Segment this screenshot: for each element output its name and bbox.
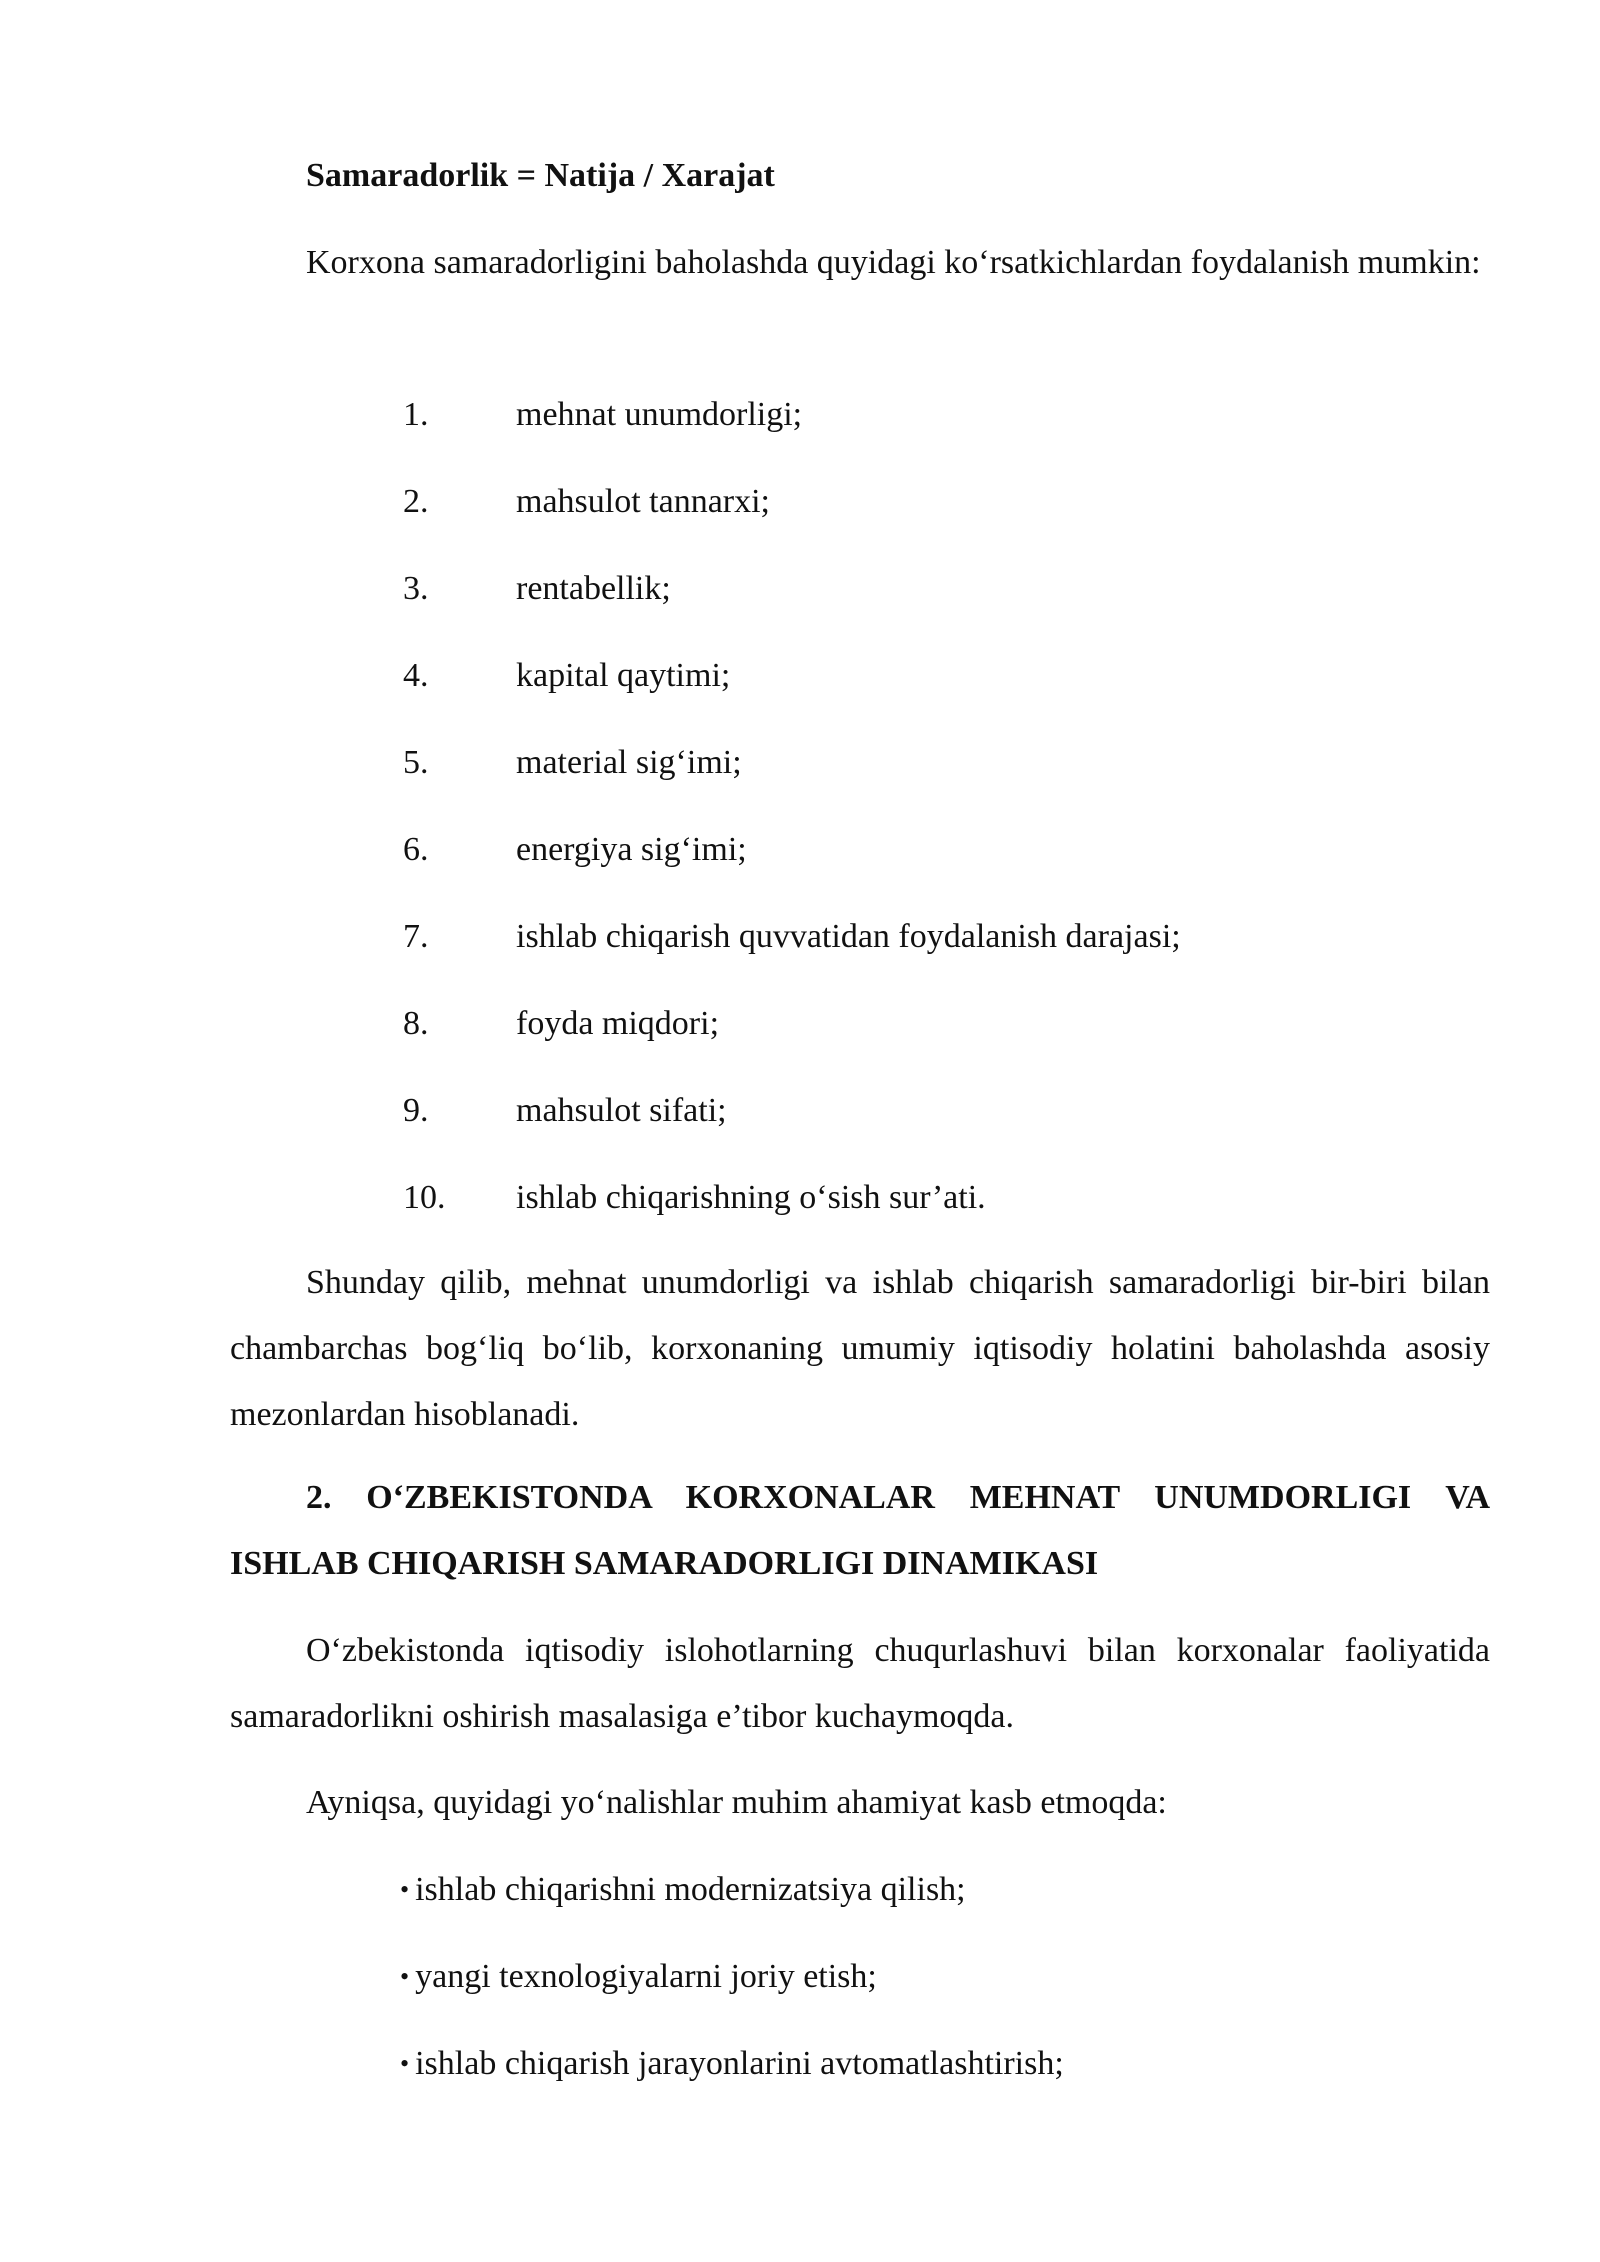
list-item [230, 817, 1490, 904]
list-number: 2. [403, 483, 429, 520]
list-item [400, 1857, 1064, 1944]
list-text: kapital qaytimi; [516, 657, 731, 694]
directions-list [400, 1857, 1064, 2118]
list-item [230, 382, 1490, 469]
bullet-icon: • [400, 1875, 410, 1904]
list-item [230, 643, 1490, 730]
indicators-list [230, 382, 1490, 1252]
list-item [400, 1944, 1064, 2031]
reform-paragraph: O‘zbekistonda iqtisodiy islohotlarning chuqurlashuvi bilan korxonalar faoliyatida samaradorlikni oshirish masalasiga e’tibor kuchaymoqda. [230, 1632, 1490, 1735]
list-text: yangi texnologiyalarni joriy etish; [415, 1958, 877, 1995]
summary-paragraph: Shunday qilib, mehnat unumdorligi va ishlab chiqarish samaradorligi bir-biri bilan chambarchas bog‘liq bo‘lib, korxonaning umumiy iqtisodiy holatini baholashda asosiy mezonlardan hisoblanadi. [230, 1264, 1490, 1433]
list-number: 7. [403, 918, 429, 955]
list-text: mehnat unumdorligi; [516, 396, 803, 433]
list-number: 3. [403, 570, 429, 607]
list-text: mahsulot tannarxi; [516, 483, 771, 520]
efficiency-formula: Samaradorlik = Natija / Xarajat [306, 157, 775, 194]
intro-paragraph: Korxona samaradorligini baholashda quyidagi ko‘rsatkichlardan foydalanish mumkin: [306, 244, 1481, 281]
list-number: 1. [403, 396, 429, 433]
list-number: 5. [403, 744, 429, 781]
list-item [230, 1165, 1490, 1252]
list-text: ishlab chiqarish quvvatidan foydalanish darajasi; [516, 918, 1181, 955]
list-text: ishlab chiqarish jarayonlarini avtomatlashtirish; [415, 2045, 1064, 2082]
list-number: 6. [403, 831, 429, 868]
list-text: material sig‘imi; [516, 744, 742, 781]
directions-intro: Ayniqsa, quyidagi yo‘nalishlar muhim ahamiyat kasb etmoqda: [306, 1784, 1167, 1821]
list-text: mahsulot sifati; [516, 1092, 727, 1129]
list-number: 8. [403, 1005, 429, 1042]
list-item [230, 1078, 1490, 1165]
list-text: foyda miqdori; [516, 1005, 720, 1042]
list-text: energiya sig‘imi; [516, 831, 747, 868]
list-text: ishlab chiqarishni modernizatsiya qilish; [415, 1871, 966, 1908]
list-item [230, 730, 1490, 817]
list-text: ishlab chiqarishning o‘sish sur’ati. [516, 1179, 986, 1216]
list-item [230, 556, 1490, 643]
list-number: 10. [403, 1179, 446, 1216]
list-item [230, 469, 1490, 556]
list-item [230, 991, 1490, 1078]
list-item [230, 904, 1490, 991]
section-heading: 2. O‘ZBEKISTONDA KORXONALAR MEHNAT UNUMDORLIGI VA ISHLAB CHIQARISH SAMARADORLIGI DINAMIKASI [230, 1479, 1490, 1582]
bullet-icon: • [400, 2049, 410, 2078]
list-number: 9. [403, 1092, 429, 1129]
list-number: 4. [403, 657, 429, 694]
list-item [400, 2031, 1064, 2118]
bullet-icon: • [400, 1962, 410, 1991]
list-text: rentabellik; [516, 570, 671, 607]
